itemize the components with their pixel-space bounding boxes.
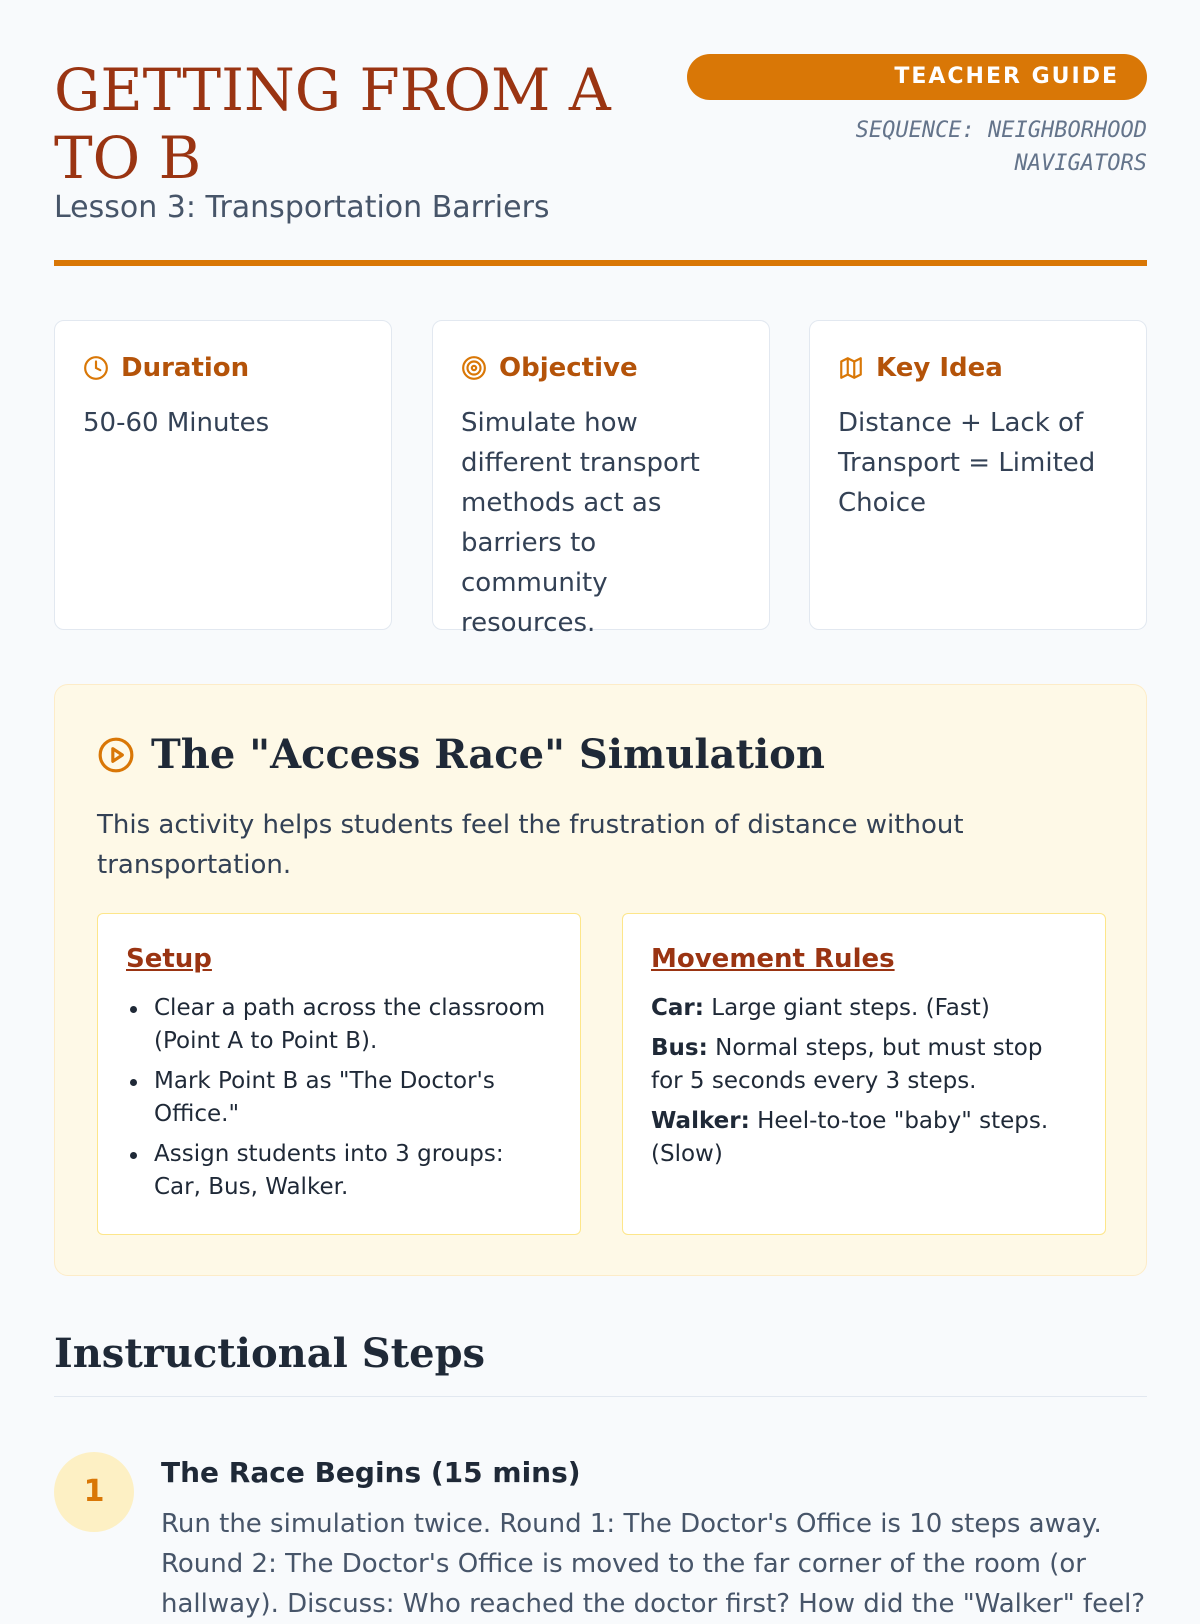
list-item: Mark Point B as "The Doctor's Office." [126,1065,552,1131]
bus-rule [651,1032,1077,1098]
key-idea-title: Key Idea [876,353,1003,383]
step-title: The Race Begins (15 mins) [161,1456,581,1489]
info-cards [54,320,1147,638]
rule-label: Bus: [651,1035,708,1061]
page-header [54,0,1147,268]
target-icon [461,355,487,381]
rule-text: Large giant steps. (Fast) [711,995,990,1021]
movement-rules-title: Movement Rules [651,944,895,974]
duration-card [54,320,392,630]
objective-title: Objective [499,353,638,383]
duration-title: Duration [121,353,250,383]
lesson-subtitle: Lesson 3: Transportation Barriers [54,190,550,225]
simulation-description: This activity helps students feel the frustration of distance without transportation. [97,810,964,880]
play-circle-icon [97,736,135,774]
walker-rule [651,1105,1077,1171]
setup-panel [97,913,581,1235]
simulation-title: The "Access Race" Simulation [151,731,825,778]
sequence-label: SEQUENCE: NEIGHBORHOOD NAVIGATORS [855,118,1147,176]
step-number-badge: 1 [54,1452,134,1532]
access-race-section [54,684,1147,1276]
rule-label: Walker: [651,1108,750,1134]
setup-title: Setup [126,944,212,974]
key-idea-text: Distance + Lack of Transport = Limited Choice [838,408,1096,518]
page-title: GETTING FROM A TO B [54,56,611,192]
rule-text: Heel-to-toe "baby" steps. (Slow) [651,1108,1049,1167]
duration-value: 50-60 Minutes [83,408,270,438]
teacher-guide-badge: TEACHER GUIDE [687,54,1147,100]
instructional-steps-title: Instructional Steps [54,1330,486,1377]
list-item: Assign students into 3 groups: Car, Bus, Walker. [126,1138,552,1204]
setup-list [126,992,552,1204]
list-item: Clear a path across the classroom (Point A to Point B). [126,992,552,1058]
key-idea-card [809,320,1147,630]
movement-rules-panel [622,913,1106,1235]
objective-text: Simulate how different transport methods act as barriers to community resources. [461,408,700,638]
map-icon [838,355,864,381]
steps-divider [54,1396,1147,1397]
rule-text: Normal steps, but must stop for 5 seconds every 3 steps. [651,1035,1043,1094]
rule-label: Car: [651,995,704,1021]
car-rule [651,992,1077,1025]
header-divider [54,260,1147,266]
clock-icon [83,355,109,381]
objective-card [432,320,770,638]
step-body: Run the simulation twice. Round 1: The Doctor's Office is 10 steps away. Round 2: The Doctor's Office is moved to the far corner of the room (or hallway). Discuss: Who reached the doctor first? How did the "Walker" feel? [161,1509,1146,1619]
